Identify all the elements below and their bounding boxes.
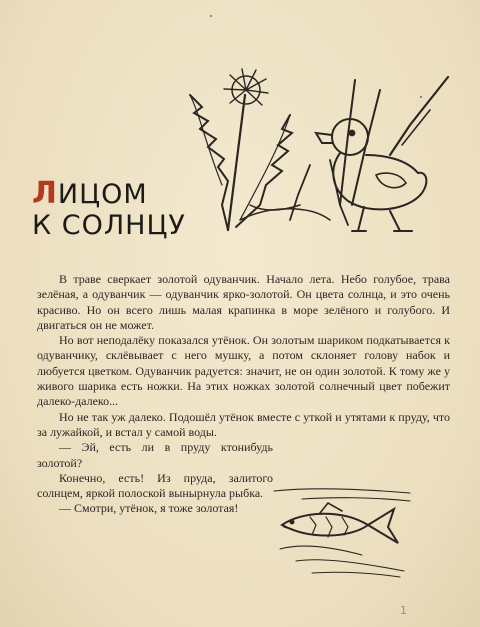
paper-speck	[210, 15, 212, 17]
title-line-1-rest: ИЦОМ	[57, 179, 148, 210]
title-line-2: К СОЛНЦУ	[32, 210, 186, 241]
paragraph-dialogue: — Эй, есть ли в пруду ктонибудь золотой?	[37, 440, 273, 470]
paragraph-dialogue: — Смотри, утёнок, я тоже золотая!	[59, 501, 239, 516]
story-title	[32, 178, 186, 241]
paragraph-dialogue: Конечно, есть! Из пруда, залитого солнцем, яркой полоской вынырнула рыбка.	[37, 470, 273, 501]
fish-illustration	[272, 485, 412, 580]
paragraph: Но вот неподалёку показался утёнок. Он золотым шариком подкатывается к одуванчику, склёвывает с него мушку, а потом склоняет голову набок и любуется цветком. Одуванчик радуется: значит, не он один золотой. К тому же у живого шарика есть ножки. На этих ножках золотой солнечный цвет побежит далеко-далеко...	[37, 333, 450, 409]
story-body	[37, 272, 450, 517]
title-drop-letter: Л	[32, 176, 58, 211]
paragraph: В траве сверкает золотой одуванчик. Начало лета. Небо голубое, трава зелёная, а одуванчик — одуванчик ярко-золотой. Он цвета солнца, и это очень красиво. Но он всего лишь малая крапинка в море зелёного и голубого. И двигаться он не может.	[37, 272, 450, 332]
title-line-1	[32, 178, 186, 210]
paragraph: Но не так уж далеко. Подошёл утёнок вместе с уткой и утятами к пруду, что за лужайкой, и встал у самой воды.	[37, 409, 450, 439]
page-number: 1	[400, 604, 407, 617]
dandelion-duckling-illustration	[180, 55, 460, 255]
